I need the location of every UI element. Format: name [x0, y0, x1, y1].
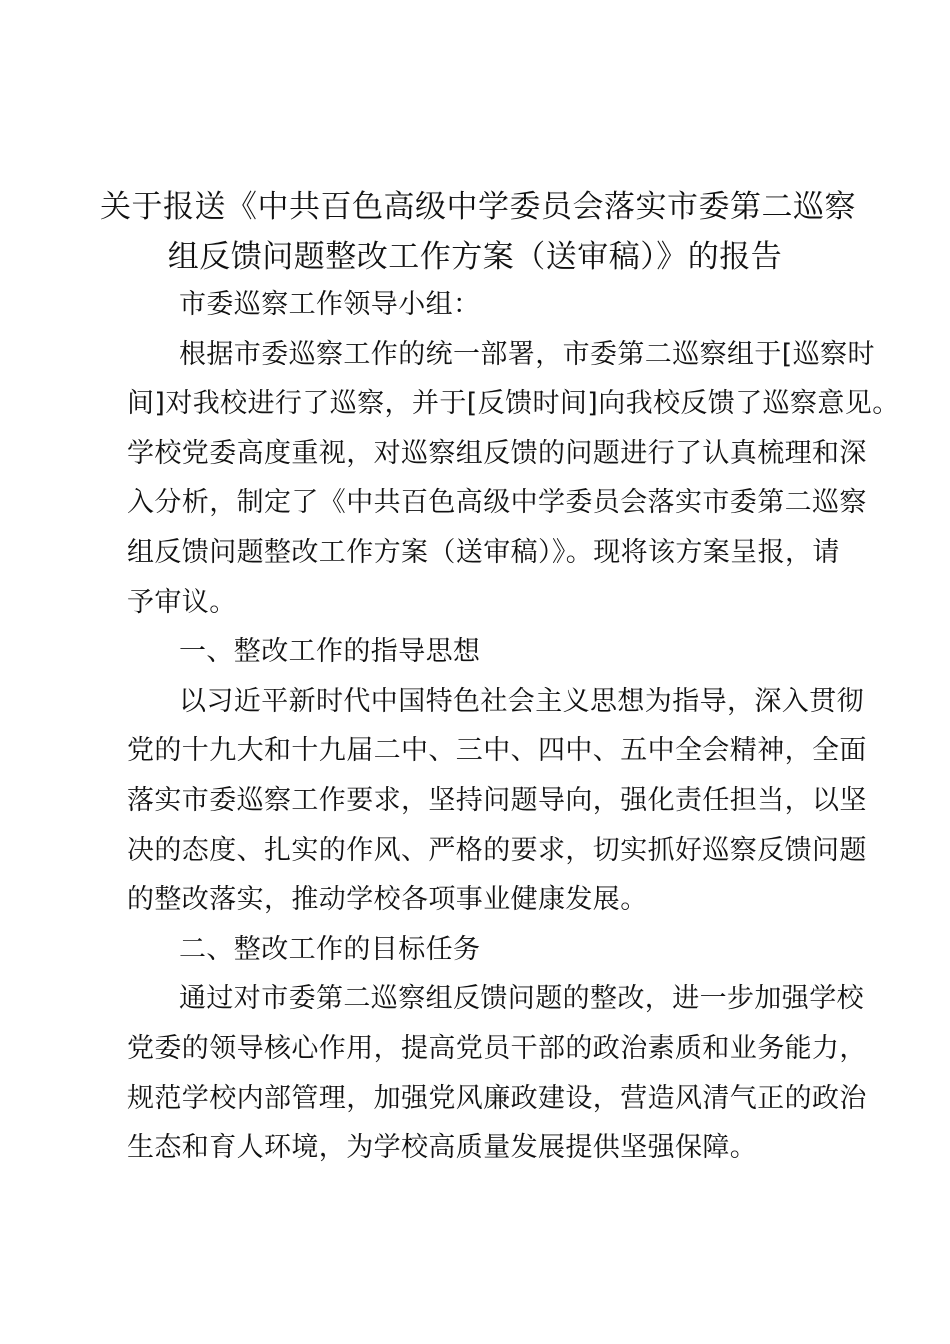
- paragraph-line: 落实市委巡察工作要求，坚持问题导向，强化责任担当，以坚: [127, 784, 867, 816]
- document-body: [127, 280, 900, 1173]
- paragraph-line: 生态和育人环境，为学校高质量发展提供坚强保障。: [127, 1132, 758, 1164]
- paragraph-line: 通过对市委第二巡察组反馈问题的整改，进一步加强学校: [179, 983, 864, 1015]
- paragraph-line: 规范学校内部管理，加强党风廉政建设，营造风清气正的政治: [127, 1082, 867, 1114]
- paragraph-line: 的整改落实，推动学校各项事业健康发展。: [127, 884, 648, 916]
- paragraph-goals: [127, 974, 867, 1172]
- paragraph-intro: [127, 330, 900, 628]
- section-heading-goals: 二、整改工作的目标任务: [179, 933, 481, 965]
- title-line: 关于报送《中共百色高级中学委员会落实市委第二巡察: [100, 189, 856, 225]
- paragraph-line: 党委的领导核心作用，提高党员干部的政治素质和业务能力，: [127, 1032, 867, 1064]
- paragraph-line: 入分析，制定了《中共百色高级中学委员会落实市委第二巡察: [127, 487, 867, 519]
- paragraph-line: 间]对我校进行了巡察，并于[反馈时间]向我校反馈了巡察意见。: [127, 388, 900, 420]
- paragraph-line: 组反馈问题整改工作方案（送审稿）》。现将该方案呈报，请: [127, 536, 840, 568]
- paragraph-guiding-ideology: [127, 677, 867, 925]
- document-title: [100, 182, 856, 282]
- title-line: 组反馈问题整改工作方案（送审稿）》的报告: [167, 239, 783, 275]
- paragraph-line: 予审议。: [127, 586, 237, 618]
- paragraph-line: 决的态度、扎实的作风、严格的要求，切实抓好巡察反馈问题: [127, 834, 867, 866]
- paragraph-line: 党的十九大和十九届二中、三中、四中、五中全会精神，全面: [127, 735, 867, 767]
- paragraph-line: 以习近平新时代中国特色社会主义思想为指导，深入贯彻: [179, 685, 864, 717]
- salutation: 市委巡察工作领导小组：: [179, 289, 481, 320]
- paragraph-line: 根据市委巡察工作的统一部署，市委第二巡察组于[巡察时: [179, 338, 875, 370]
- paragraph-line: 学校党委高度重视，对巡察组反馈的问题进行了认真梳理和深: [127, 437, 867, 469]
- section-heading-guiding-ideology: 一、整改工作的指导思想: [179, 636, 481, 668]
